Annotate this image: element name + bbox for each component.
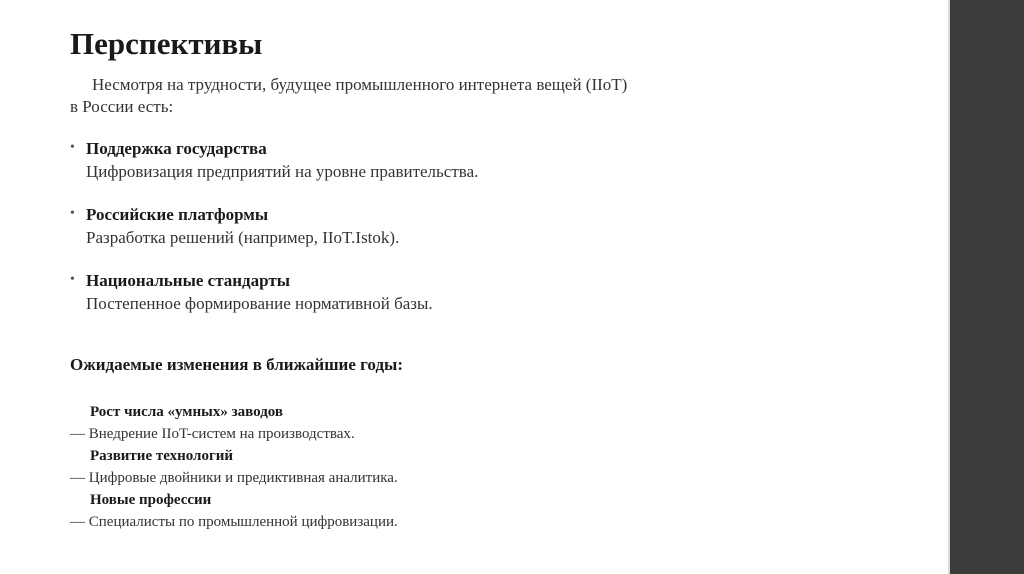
bullet-heading: Национальные стандарты (86, 271, 290, 290)
bullet-item (70, 270, 890, 316)
change-heading: Новые профессии (90, 492, 212, 508)
intro-line-1: Несмотря на трудности, будущее промышленного интернета вещей (IIoT) (92, 75, 628, 94)
change-item (70, 489, 890, 533)
bullet-text: Цифровизация предприятий на уровне правительства. (86, 162, 479, 181)
intro-line-2: в России есть: (70, 97, 174, 116)
change-heading: Развитие технологий (90, 448, 234, 464)
bullet-list (70, 138, 890, 336)
slide-title: Перспективы (70, 26, 263, 61)
bullet-heading: Поддержка государства (86, 139, 267, 158)
change-text: — Внедрение IIoT-систем на производствах. (70, 426, 355, 442)
bullet-item (70, 138, 890, 184)
change-item (70, 401, 890, 445)
bullet-dot-icon: • (70, 272, 75, 287)
change-text: — Цифровые двойники и предиктивная аналитика. (70, 470, 398, 486)
bullet-heading: Российские платформы (86, 205, 269, 224)
right-side-band (950, 0, 1024, 574)
bullet-dot-icon: • (70, 206, 75, 221)
bullet-text: Разработка решений (например, IIoT.Istok). (86, 228, 400, 247)
bullet-text: Постепенное формирование нормативной базы. (86, 294, 433, 313)
change-text: — Специалисты по промышленной цифровизации. (70, 514, 398, 530)
changes-heading: Ожидаемые изменения в ближайшие годы: (70, 355, 403, 374)
change-item (70, 445, 890, 489)
bullet-dot-icon: • (70, 140, 75, 155)
bullet-item (70, 204, 890, 250)
change-heading: Рост числа «умных» заводов (90, 404, 284, 420)
changes-list (70, 401, 890, 533)
intro-paragraph (70, 74, 890, 118)
